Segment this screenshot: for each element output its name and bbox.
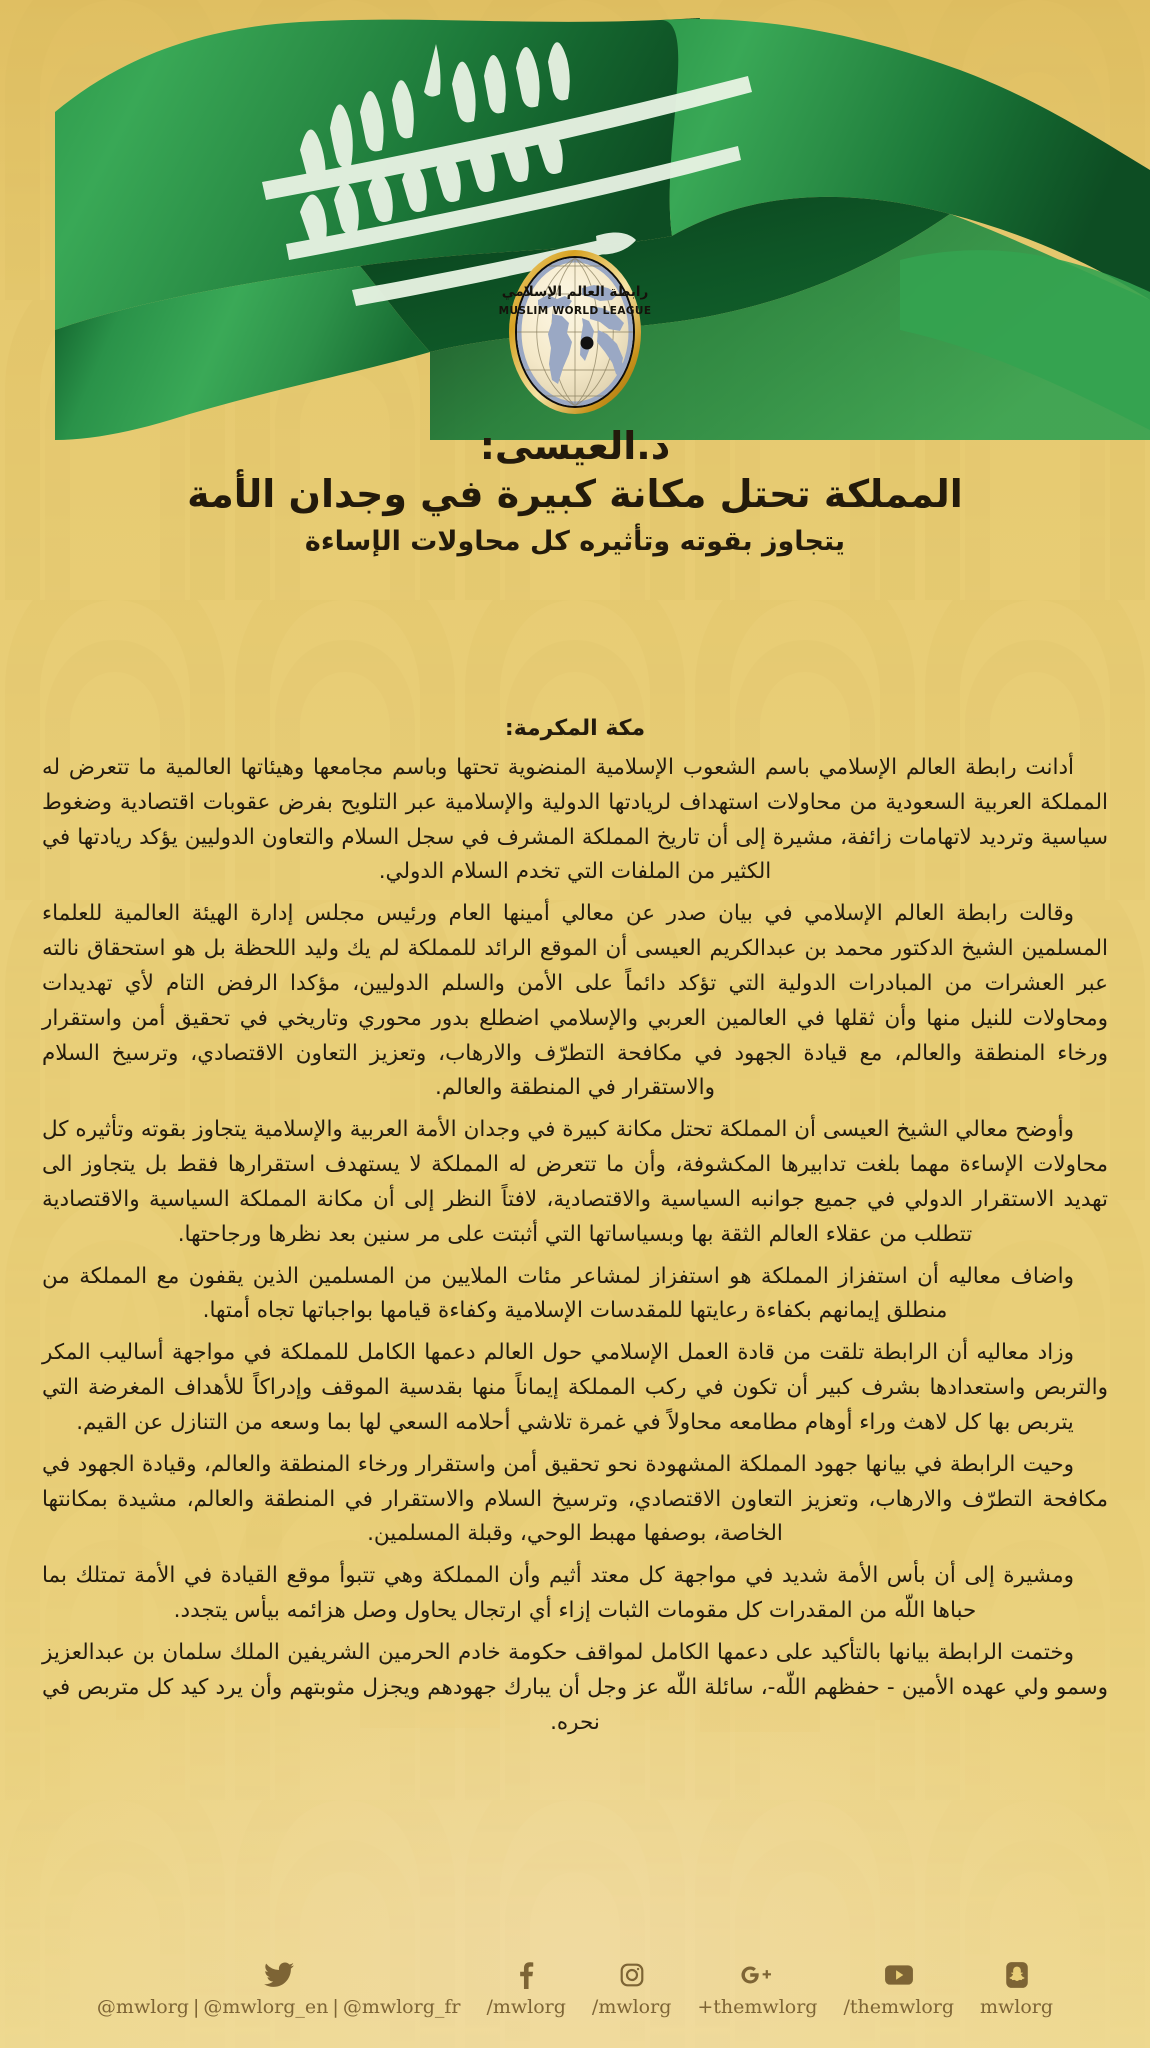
footer-social-bar: [0, 1958, 1150, 2018]
article-paragraph: وزاد معاليه أن الرابطة تلقت من قادة العمل الإسلامي حول العالم دعمها الكامل للمملكة في مواجهة أساليب المكر والتربص واستعدادها بشرف كبير أن تكون في ركب المملكة إيماناً منها بقدسية الموقف وإدراكاً للأهداف المغرضة التي يتربص بها كل لاهث وراء أوهام مطامعه محاولاً في غمرة تلاشي أحلامه السعي لها بما وسعه من التنازل عن القيم.: [42, 1340, 1108, 1435]
article-paragraph: وختمت الرابطة بيانها بالتأكيد على دعمها الكامل لمواقف حكومة خادم الحرمين الشريفين الملك سلمان بن عبدالعزيز وسمو ولي عهده الأمين - حفظهم اللّه-، سائلة اللّه عز وجل أن يبارك جهودهم ويجزل مثوبتهم وأن يرد كيد كل متربص في نحره.: [42, 1639, 1108, 1735]
twitter-handle-en[interactable]: @mwlorg_en: [203, 1996, 329, 2018]
mwl-emblem: [486, 244, 664, 416]
headline-line-1: د.العيسى:: [479, 424, 671, 468]
handle-separator: |: [192, 1996, 200, 2018]
headline-line-2: المملكة تحتل مكانة كبيرة في وجدان الأمة: [187, 471, 963, 516]
headline-line-3: يتجاوز بقوته وتأثيره كل محاولات الإساءة: [304, 526, 846, 558]
google-plus-handle[interactable]: +themwlorg: [697, 1996, 818, 2018]
snapchat-icon: [1005, 1958, 1029, 1992]
social-twitter[interactable]: [97, 1958, 461, 2018]
headline: [0, 424, 1150, 559]
twitter-handle-ar[interactable]: @mwlorg: [96, 1996, 189, 2018]
emblem-arabic-name: رابطة العالم الإسلامي: [501, 284, 649, 300]
handle-separator: |: [332, 1996, 339, 2018]
article-paragraph: ومشيرة إلى أن بأس الأمة شديد في مواجهة كل معتد أثيم وأن المملكة وهي تتبوأ موقع القيادة في الأمة تمتلك بما حباها اللّه من المقدرات كل مقومات الثبات إزاء أي ارتجال يحاول وصل هزائمه بيأس يتجدد.: [42, 1563, 1074, 1624]
facebook-handle[interactable]: /mwlorg: [486, 1996, 566, 2018]
social-snapchat[interactable]: [980, 1958, 1053, 2018]
instagram-icon: [619, 1958, 645, 1992]
youtube-icon: [884, 1958, 914, 1992]
article-paragraph: واضاف معاليه أن استفزاز المملكة هو استفزاز لمشاعر مئات الملايين من المسلمين الذين يقفون مع المملكة من منطلق إيمانهم بكفاءة رعايتها للمقدسات الإسلامية وكفاءة قيامها بواجباتها تجاه أمتها.: [42, 1263, 1074, 1324]
youtube-handle[interactable]: /themwlorg: [843, 1996, 955, 2018]
article-body: [42, 716, 1108, 1747]
social-instagram[interactable]: [592, 1958, 671, 2018]
social-google-plus[interactable]: [697, 1958, 817, 2018]
twitter-handle-fr[interactable]: @mwlorg_fr: [342, 1996, 461, 2018]
google-plus-icon: [739, 1958, 775, 1992]
article-dateline: مكة المكرمة:: [504, 716, 646, 741]
article-paragraph: أدانت رابطة العالم الإسلامي باسم الشعوب الإسلامية المنضوية تحتها وباسم مجامعها وهيئاتها العالمية ما تتعرض له المملكة العربية السعودية من محاولات استهداف لريادتها الدولية والإسلامية عبر التلويح بفرض عقوبات اقتصادية وضغوط سياسية وترديد لاتهامات زائفة، مشيرة إلى أن تاريخ المملكة المشرف في سجل السلام والتعاون الدوليين يؤكد ريادتها في الكثير من الملفات التي تخدم السلام الدولي.: [42, 755, 1108, 885]
article-paragraph: وأوضح معالي الشيخ العيسى أن المملكة تحتل مكانة كبيرة في وجدان الأمة العربية والإسلامية يتجاوز بقوته وتأثيره كل محاولات الإساءة مهما بلغت تدابيرها المكشوفة، وأن ما تتعرض له المملكة لا يستهدف استقرارها فقط بل يتجاوز الى تهديد الاستقرار الدولي في جميع جوانبه السياسية والاقتصادية، لافتاً النظر إلى أن مكانة المملكة السياسية والاقتصادية تتطلب من عقلاء العالم الثقة بها وبسياساتها التي أثبتت على مر سنين بعد نظرها ورجاحتها.: [42, 1117, 1108, 1247]
article-paragraph-list: [42, 751, 1108, 1740]
article-paragraph: وقالت رابطة العالم الإسلامي في بيان صدر عن معالي أمينها العام ورئيس مجلس إدارة الهيئة العالمية للعلماء المسلمين الشيخ الدكتور محمد بن عبدالكريم العيسى أن الموقع الرائد للمملكة لم يك وليد اللحظة بل هو استحقاق نالته عبر العشرات من المبادرات الدولية التي تؤكد دائماً على الأمن والسلم الدوليين، مؤكدا الرفض التام لأي تهديدات ومحاولات للنيل منها وأن ثقلها في العالمين العربي والإسلامي اضطلع بدور محوري وتاريخي في تحقيق أمن واستقرار ورخاء المنطقة والعالم، مع قيادة الجهود في مكافحة التطرّف والارهاب، وتعزيز التعاون الاقتصادي، وترسيخ السلام والاستقرار في المنطقة والعالم.: [42, 901, 1108, 1101]
social-youtube[interactable]: [843, 1958, 954, 2018]
instagram-handle[interactable]: /mwlorg: [591, 1996, 672, 2018]
article-paragraph: وحيت الرابطة في بيانها جهود المملكة المشهودة نحو تحقيق أمن واستقرار ورخاء المنطقة والعالم، وقيادة الجهود في مكافحة التطرّف والارهاب، وتعزيز التعاون الاقتصادي، وترسيخ السلام والاستقرار في المنطقة والعالم، مشيدة بمكانتها الخاصة، بوصفها مهبط الوحي، وقبلة المسلمين.: [42, 1451, 1108, 1547]
facebook-icon: [518, 1958, 534, 1992]
emblem-english-name: MUSLIM WORLD LEAGUE: [498, 305, 652, 317]
twitter-icon: [264, 1958, 294, 1992]
social-facebook[interactable]: [486, 1958, 565, 2018]
snapchat-handle[interactable]: mwlorg: [980, 1996, 1054, 2018]
twitter-handles: [97, 1996, 461, 2018]
